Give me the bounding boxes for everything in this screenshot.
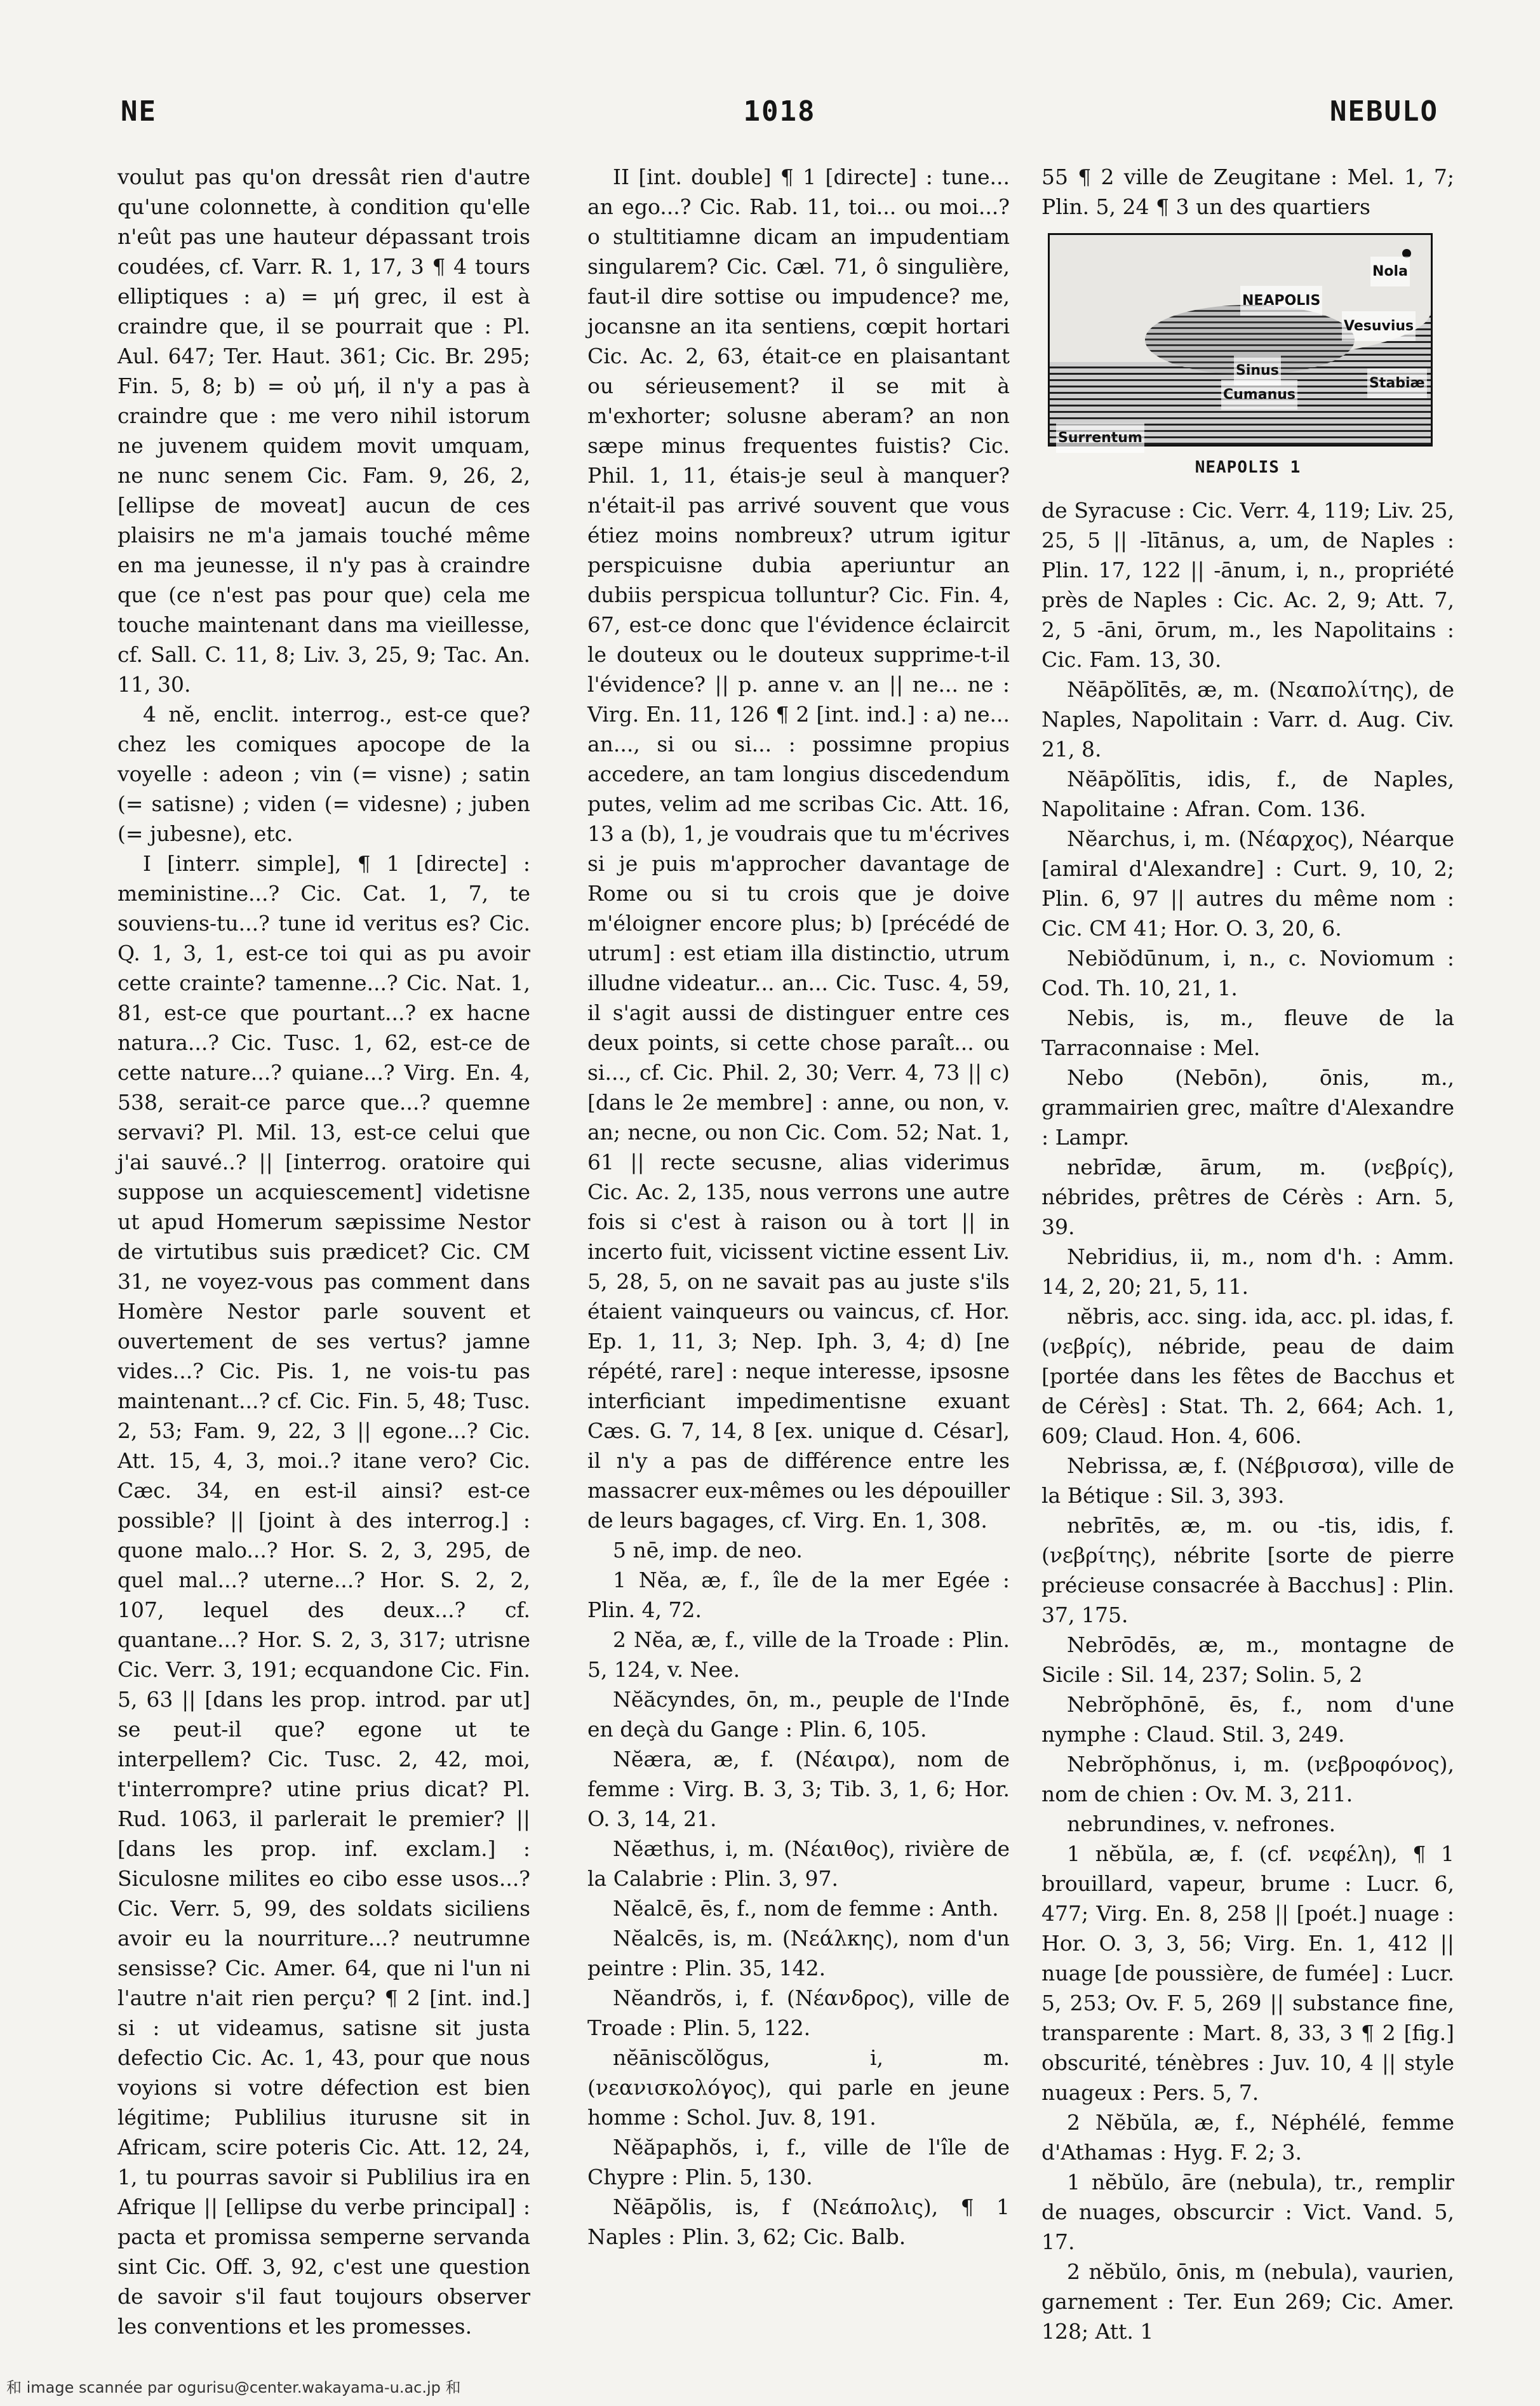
entry-nebulo-1: 1 nĕbŭlo, āre (nebula), tr., remplir de nuages, obscurcir : Vict. Vand. 5, 17. [1041,2170,1454,2254]
entry-nebrophone: Nebrŏphōnē, ēs, f., nom d'une nymphe : Claud. Stil. 3, 249. [1041,1692,1454,1747]
entry-neaniscologus: nĕāniscŏlŏgus, i, m. (νεανισκολόγος), qui parle en jeune homme : Schol. Juv. 8, 191. [587,2045,1010,2130]
entry-continuation: voulut pas qu'on dressât rien d'autre qu'une colonnette, à condition qu'elle n'eût pas une hauteur dépassant trois coudées, cf. Varr. R. 1, 17, 3 ¶ 4 tours elliptiques : a) = μή grec, il est à craindre que, il se pourrait que : Pl. Aul. 647; Ter. Haut. 361; Cic. Br. 295; Fin. 5, 8; b) = οὐ μή, il n'y a pas à craindre que : me vero nihil istorum ne juvenem quidem movit umquam, ne nunc senem Cic. Fam. 9, 26, 2, [ellipse de moveat] aucun de ces plaisirs ne m'a jamais touché même en ma jeunesse, il n'y pas à craindre que (ce n'est pas pour que) cela me touche maintenant dans ma vieillesse, cf. Sall. C. 11, 8; Liv. 3, 25, 9; Tac. An. 11, 30. [117,165,530,697]
entry-nea-1: 1 Nĕa, æ, f., île de la mer Egée : Plin. 4, 72. [587,1568,1010,1622]
map-label-cumanus: Cumanus [1221,380,1297,410]
neapolis-map-figure [1048,233,1433,447]
entry-interr-simple: I [interr. simple], ¶ 1 [directe] : meministine...? Cic. Cat. 1, 7, te souviens-tu...? tune id veritus es? Cic. Q. 1, 3, 1, est-ce toi qui as pu avoir cette crainte? tamenne...? Cic. Nat. 1, 81, est-ce que pourtant...? ex hacne natura...? Cic. Tusc. 1, 62, est-ce de cette nature...? quiane...? Virg. En. 4, 538, serait-ce parce que...? quemne servavi? Pl. Mil. 13, est-ce celui que j'ai sauvé..? || [interrog. oratoire qui suppose un acquiescement] videtisne ut apud Homerum sæpissime Nestor de virtutibus suis prædicet? Cic. CM 31, ne voyez-vous pas comment dans Homère Nestor parle souvent et ouvertement de ses vertus? jamne vides...? Cic. Pis. 1, ne vois-tu pas maintenant...? cf. Cic. Fin. 5, 48; Tusc. 2, 53; Fam. 9, 22, 3 || egone...? Cic. Att. 15, 4, 3, moi..? itane vero? Cic. Cæc. 34, en est-il ainsi? est-ce possible? || [joint à des interrog.] : quone malo...? Hor. S. 2, 3, 295, de quel mal...? uterne...? Hor. S. 2, 2, 107, lequel des deux...? cf. quantane...? Hor. S. 2, 3, 317; utrisne Cic. Verr. 3, 191; ecquandone Cic. Fin. 5, 63 || [dans les prop. introd. par ut] se peut-il que? egone ut te interpellem? Cic. Tusc. 2, 42, moi, t'interrompre? utine prius dicat? Pl. Rud. 1063, il parlerait le premier? || [dans les prop. inf. exclam.] : Siculosne milites eo cibo esse usos...? Cic. Verr. 5, 99, des soldats siciliens avoir eu la nourriture...? neutrumne sensisse? Cic. Amer. 64, que ni l'un ni l'autre n'ait rien perçu? ¶ 2 [int. ind.] si : ut videamus, satisne sit justa defectio Cic. Ac. 1, 43, pour que nous voyions si votre défection est bien légitime; Publilius iturusne sit in Africam, scire poteris Cic. Att. 12, 24, 1, tu pourras savoir si Publilius ira en Afrique || [ellipse du verbe principal] : pacta et promissa semperne servanda sint Cic. Off. 3, 92, c'est une question de savoir s'il faut toujours observer les conventions et les promesses. [117,851,530,2339]
entry-ne-enclitic: 4 nĕ, enclit. interrog., est-ce que? chez les comiques apocope de la voyelle : adeon ; vin (= visne) ; satin (= satisne) ; viden (= videsne) ; juben (= jubesne), etc. [117,702,530,846]
entry-neapolites: Nĕāpŏlītēs, æ, m. (Νεαπολίτης), de Naples, Napolitain : Varr. d. Aug. Civ. 21, 8. [1041,677,1454,762]
header-left-word: NE [121,95,157,128]
entry-nebrissa: Nebrissa, æ, f. (Νέβρισσα), ville de la Bétique : Sil. 3, 393. [1041,1453,1454,1508]
entry-nealce: Nĕalcē, ēs, f., nom de femme : Anth. [613,1896,999,1921]
entry-nebis: Nebis, is, m., fleuve de la Tarraconnaise : Mel. [1041,1005,1454,1060]
entry-nebris: nĕbris, acc. sing. ida, acc. pl. idas, f. (νεβρίς), nébride, peau de daim [portée dans les fêtes de Bacchus et de Cérès] : Stat. Th. 2, 664; Ach. 1, 609; Claud. Hon. 4, 606. [1041,1304,1454,1448]
entry-nebiodunum: Nebiŏdūnum, i, n., c. Noviomum : Cod. Th. 10, 21, 1. [1041,946,1454,1000]
column-2 [587,162,1010,2252]
entry-nebrites: nebrītēs, æ, m. ou -tis, idis, f. (νεβρίτης), nébrite [sorte de pierre précieuse consacrée à Bacchus] : Plin. 37, 175. [1041,1513,1454,1627]
entry-neandros: Nĕandrŏs, i, f. (Νέανδρος), ville de Troade : Plin. 5, 122. [587,1986,1010,2040]
entry-int-double: II [int. double] ¶ 1 [directe] : tune... an ego...? Cic. Rab. 11, toi... ou moi...? o stultitiamne dicam an impudentiam singularem? Cic. Cæl. 71, ô singulière, faut-il dire sottise ou impudence? me, jocansne an ita sentiens, cœpit hortari Cic. Ac. 2, 63, était-ce en plaisantant ou sérieusement? il se mit à m'exhorter; solusne aberam? an non sæpe minus frequentes fuistis? Cic. Phil. 1, 11, étais-je seul à manquer? n'était-il pas arrivé souvent que vous étiez moins nombreux? utrum igitur perspicuisne dubia aperiuntur an dubiis perspicua tolluntur? Cic. Fin. 4, 67, est-ce donc que l'évidence éclaircit le douteux ou le douteux supprime-t-il l'évidence? || p. anne v. an || ne... ne : Virg. En. 11, 126 ¶ 2 [int. ind.] : a) ne... an..., si ou si... : possimne propius accedere, an tam longius discedendum putes, velim ad me scribas Cic. Att. 16, 13 a (b), 1, je voudrais que tu m'écrives si je puis m'approcher davantage de Rome ou si tu crois que je doive m'éloigner encore plus; b) [précédé de utrum] : est etiam illa distinctio, utrum illudne videatur... an... Cic. Tusc. 4, 59, il s'agit aussi de distinguer entre ces deux points, si cette chose paraît... ou si..., cf. Cic. Phil. 2, 30; Verr. 4, 73 || c) [dans le 2e membre] : anne, ou non, v. an; necne, ou non Cic. Com. 52; Nat. 1, 61 || recte secusne, alias viderimus Cic. Ac. 2, 135, nous verrons une autre fois si c'est à raison ou à tort || in incerto fuit, vicissent victine essent Liv. 5, 28, 5, on ne savait pas au juste s'ils étaient vainqueurs ou vaincus, cf. Hor. Ep. 1, 11, 3; Nep. Iph. 3, 4; d) [ne répété, rare] : neque interesse, ipsosne interficiant impedimentisne exuant Cæs. G. 7, 14, 8 [ex. unique d. César], il n'y a pas de différence entre les massacrer eux-mêmes ou les dépouiller de leurs bagages, cf. Virg. En. 1, 308. [587,165,1010,1533]
entry-neaera: Nĕæra, æ, f. (Νέαιρα), nom de femme : Virg. B. 3, 3; Tib. 3, 1, 6; Hor. O. 3, 14, 21. [587,1747,1010,1831]
entry-neapolis: Nĕāpŏlis, is, f (Νεάπολις), ¶ 1 Naples : Plin. 3, 62; Cic. Balb. [587,2194,1010,2249]
entry-nebula-2: 2 Nĕbŭla, æ, f., Néphélé, femme d'Athamas : Hyg. F. 2; 3. [1041,2110,1454,2165]
map-label-surrentum: Surrentum [1056,423,1144,453]
entry-neapolis-continued: 55 ¶ 2 ville de Zeugitane : Mel. 1, 7; Plin. 5, 24 ¶ 3 un des quartiers [1041,165,1454,219]
entry-nebridius: Nebridius, ii, m., nom d'h. : Amm. 14, 2, 20; 21, 5, 11. [1041,1244,1454,1299]
map-label-stabiae: Stabiæ [1367,368,1427,398]
column-3 [1041,162,1454,2346]
entry-nearchus: Nĕarchus, i, m. (Νέαρχος), Néarque [amiral d'Alexandre] : Curt. 9, 10, 2; Plin. 6, 97 || autres du même nom : Cic. CM 41; Hor. O. 3, 20, 6. [1041,826,1454,941]
entry-nea-2: 2 Nĕa, æ, f., ville de la Troade : Plin. 5, 124, v. Nee. [587,1627,1010,1682]
column-1 [117,162,530,2341]
entry-nealces: Nĕalcēs, is, m. (Νεάλκης), nom d'un peintre : Plin. 35, 142. [587,1926,1010,1980]
page-number: 1018 [743,95,816,128]
entry-nebrophonus: Nebrŏphŏnus, i, m. (νεβροφόνος), nom de chien : Ov. M. 3, 211. [1041,1752,1454,1806]
entry-neapaphos: Nĕăpaphŏs, i, f., ville de l'île de Chypre : Plin. 5, 130. [587,2135,1010,2189]
entry-neapolis-syracuse: de Syracuse : Cic. Verr. 4, 119; Liv. 25, 25, 5 || -lītānus, a, um, de Naples : Plin. 17, 122 || -ānum, i, n., propriété près de Naples : Cic. Ac. 2, 9; Att. 7, 2, 5 -āni, ōrum, m., les Napolitains : Cic. Fam. 13, 30. [1041,498,1454,672]
map-label-neapolis: NEAPOLIS [1240,286,1322,316]
header-right-word: NEBULO [1330,95,1438,128]
entry-nebrundines: nebrundines, v. nefrones. [1067,1811,1336,1836]
entry-nebulo-2: 2 nĕbŭlo, ōnis, m (nebula), vaurien, garnement : Ter. Eun 269; Cic. Amer. 128; Att. 1 [1041,2259,1454,2344]
entry-nebrodes: Nebrōdēs, æ, m., montagne de Sicile : Sil. 14, 237; Solin. 5, 2 [1041,1632,1454,1687]
entry-neapolitis: Nĕāpŏlītis, idis, f., de Naples, Napolitaine : Afran. Com. 136. [1041,767,1454,821]
entry-ne-imp: 5 nē, imp. de neo. [613,1538,803,1563]
entry-nebo: Nebo (Nebōn), ōnis, m., grammairien grec, maître d'Alexandre : Lampr. [1041,1065,1454,1150]
map-label-nola: Nola [1370,257,1410,286]
map-label-vesuvius: Vesuvius [1342,311,1416,341]
scan-credit-footer: 和 image scannée par ogurisu@center.wakayama-u.ac.jp 和 [6,2379,461,2396]
entry-neacyndes: Nĕăcyndes, ōn, m., peuple de l'Inde en deçà du Gange : Plin. 6, 105. [587,1687,1010,1742]
page-header [121,95,1438,140]
entry-nebridae: nebrīdæ, ārum, m. (νεβρίς), nébrides, prêtres de Cérès : Arn. 5, 39. [1041,1155,1454,1239]
entry-neaethus: Nĕæthus, i, m. (Νέαιθος), rivière de la Calabrie : Plin. 3, 97. [587,1836,1010,1891]
entry-nebula-1: 1 nĕbŭla, æ, f. (cf. νεφέλη), ¶ 1 brouillard, vapeur, brume : Lucr. 6, 477; Virg. En. 8, 258 || [poét.] nuage : Hor. O. 3, 3, 56; Virg. En. 1, 412 || nuage [de poussière, de fumée] : Lucr. 5, 253; Ov. F. 5, 269 || substance fine, transparente : Mart. 8, 33, 3 ¶ 2 [fig.] obscurité, ténèbres : Juv. 10, 4 || style nuageux : Pers. 5, 7. [1041,1841,1454,2105]
map-caption: NEAPOLIS 1 [1195,458,1301,477]
map-label-sinus: Sinus [1234,356,1281,386]
